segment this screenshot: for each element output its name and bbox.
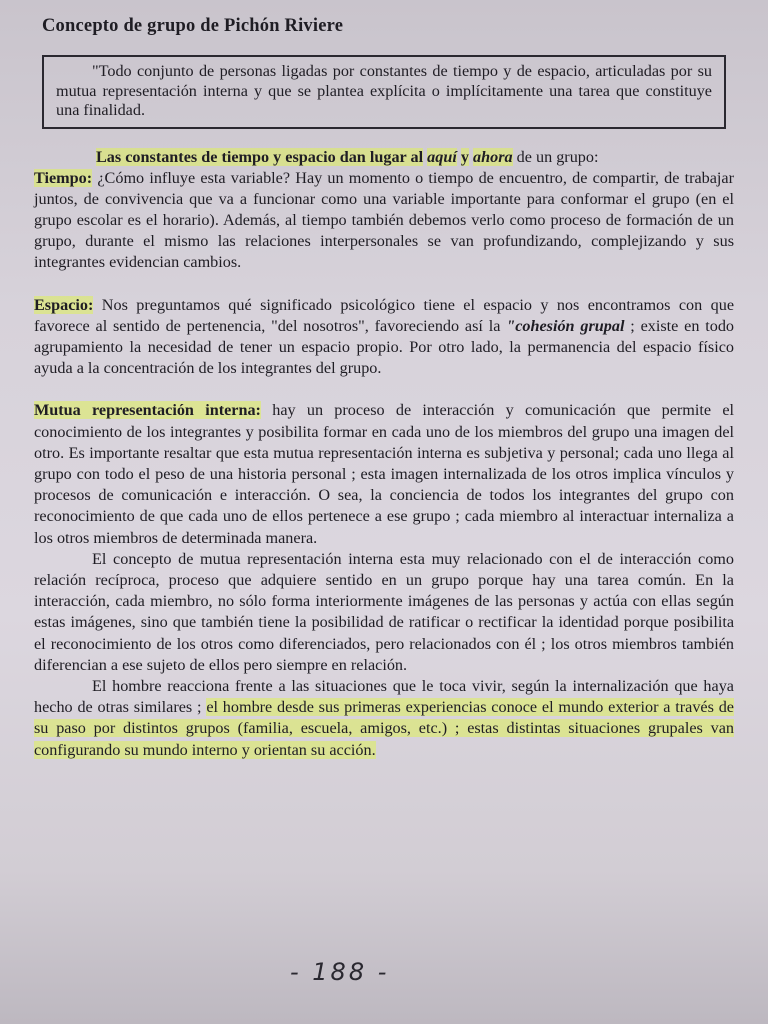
page-number: - 188 - [290, 958, 390, 986]
intro-line [34, 147, 734, 168]
hombre-text-a: El hombre reacciona frente a las situaciones que le toca vivir, según la internalización que haya hecho de otras similares ; [34, 676, 734, 717]
mutua-term: Mutua representación interna: [34, 401, 261, 420]
page-title: Concepto de grupo de Pichón Riviere [42, 16, 344, 36]
tiempo-term: Tiempo: [34, 168, 93, 187]
espacio-paragraph [34, 295, 734, 380]
hombre-paragraph [34, 676, 734, 761]
intro-tail: de un grupo: [516, 147, 599, 166]
intro-lead: Las constantes de tiempo y espacio dan lugar al [96, 147, 424, 166]
intro-aqui: aquí [427, 147, 457, 166]
tiempo-paragraph [34, 168, 734, 274]
espacio-text-a: Nos preguntamos qué significado psicológico tiene el espacio y nos encontramos con que favorece al sentido de pertenencia, "del nosotros", favoreciendo así la [34, 295, 734, 335]
definition-quote-box [42, 55, 726, 129]
hombre-text-b: el hombre desde sus primeras experiencias conoce el mundo exterior a través de su paso por distintos grupos (familia, escuela, amigos, etc.) ; estas distintas situaciones grupales van configurando su mundo interno y orientan su acción. [34, 698, 734, 759]
concepto-paragraph: El concepto de mutua representación interna esta muy relacionado con el de interacción como relación recíproca, proceso que adquiere sentido en un grupo porque hay una tarea común. En la interacción, cada miembro, no sólo forma interiormente imágenes de las personas y actúa con ellas según estas imágenes, sino que también tiene la posibilidad de ratificar o rectificar la identidad porque posibilita el reconocimiento de los otros como diferenciados, pero relacionados con él ; los otros miembros también diferencian a ese sujeto de ellos pero siempre en relación. [34, 549, 734, 674]
definition-quote: "Todo conjunto de personas ligadas por constantes de tiempo y de espacio, articuladas por su mutua representación interna y que se plantea explícita o implícitamente una tarea que constituye una finalidad. [56, 62, 712, 119]
tiempo-text: ¿Cómo influye esta variable? Hay un momento o tiempo de encuentro, de compartir, de trabajar juntos, de convivencia que va a funcionar como una variable importante para conformar el grupo (en el grupo escolar es el horario). Además, al tiempo también debemos verlo como proceso de formación de un grupo, durante el mismo las relaciones interpersonales se van profundizando, complejizando y sus integrantes evidencian cambios. [34, 168, 735, 272]
intro-ahora: ahora [473, 147, 513, 166]
espacio-text-b: ; existe en todo agrupamiento la necesidad de tener un espacio propio. Por otro lado, la permanencia del espacio físico ayuda a la concentración de los integrantes del grupo. [34, 316, 735, 378]
cohesion-grupal: "cohesión grupal [506, 316, 625, 335]
intro-y: y [460, 147, 469, 166]
espacio-term: Espacio: [34, 295, 94, 314]
mutua-text: hay un proceso de interacción y comunicación que permite el conocimiento de los integrantes y posibilita formar en cada uno de los miembros del grupo una imagen del otro. Es importante resaltar que esta mutua representación interna es subjetiva y personal; cada uno llega al grupo con todo el peso de una historia personal ; esta imagen internalizada de los otros implica vínculos y procesos de comunicación e interacción. O sea, la conciencia de todos los integrantes del grupo con reconocimiento de que cada uno de ellos pertenece a ese grupo ; cada miembro al interactuar internaliza a los otros miembros de determinada manera. [34, 401, 735, 547]
mutua-paragraph [34, 400, 734, 548]
